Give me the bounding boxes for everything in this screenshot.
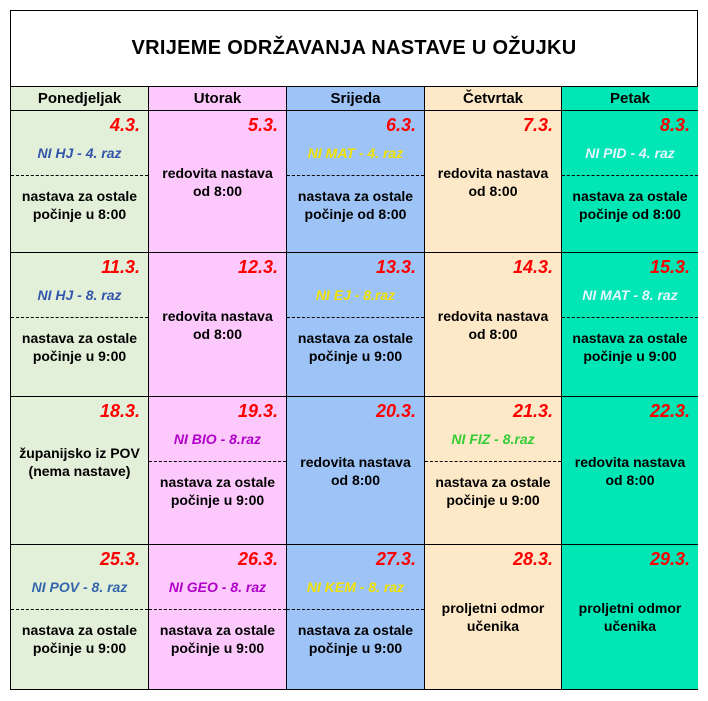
- competition-label: NI FIZ - 8.raz: [451, 431, 535, 447]
- day-cell-thursday: [425, 111, 562, 253]
- date-label: 12.3.: [237, 257, 278, 277]
- day-cell-tuesday: [149, 397, 287, 545]
- competition-label: NI KEM - 8. raz: [306, 579, 405, 595]
- date-label: 20.3.: [375, 401, 416, 421]
- lesson-info: nastava za ostale počinje u 9:00: [297, 330, 414, 364]
- competition-label: NI PID - 4. raz: [585, 145, 675, 161]
- lesson-info: proljetni odmor učenika: [441, 600, 545, 634]
- dashed-divider: [11, 317, 148, 318]
- header-friday: Petak: [562, 87, 698, 111]
- competition-label: NI MAT - 4. raz: [307, 145, 404, 161]
- date-label: 6.3.: [385, 115, 416, 135]
- lesson-info: nastava za ostale počinje u 9:00: [21, 622, 138, 656]
- day-cell-monday: [11, 111, 149, 253]
- date-label: 27.3.: [375, 549, 416, 569]
- day-cell-monday: [11, 545, 149, 689]
- competition-label: NI BIO - 8.raz: [173, 431, 262, 447]
- day-cell-thursday: [425, 397, 562, 545]
- competition-label: NI HJ - 4. raz: [37, 145, 122, 161]
- header-thursday: Četvrtak: [425, 87, 562, 111]
- day-cell-friday: [562, 253, 698, 397]
- date-label: 22.3.: [649, 401, 690, 421]
- day-cell-wednesday: [287, 111, 425, 253]
- day-cell-friday: [562, 111, 698, 253]
- lesson-info: redovita nastava od 8:00: [162, 307, 273, 342]
- day-cell-friday: [562, 545, 698, 689]
- competition-label: NI GEO - 8. raz: [168, 579, 267, 595]
- dashed-divider: [562, 175, 698, 176]
- date-label: 29.3.: [649, 549, 690, 569]
- header-monday: Ponedjeljak: [11, 87, 149, 111]
- lesson-info: nastava za ostale počinje u 9:00: [435, 474, 551, 508]
- schedule-table: [10, 10, 698, 690]
- dashed-divider: [287, 175, 424, 176]
- date-label: 11.3.: [101, 257, 140, 277]
- day-cell-thursday: [425, 545, 562, 689]
- lesson-info: nastava za ostale počinje u 9:00: [572, 330, 688, 364]
- lesson-info: nastava za ostale počinje u 9:00: [159, 622, 276, 656]
- lesson-info: nastava za ostale počinje u 9:00: [297, 622, 414, 656]
- dashed-divider: [562, 317, 698, 318]
- day-cell-tuesday: [149, 111, 287, 253]
- day-cell-thursday: [425, 253, 562, 397]
- header-tuesday: Utorak: [149, 87, 287, 111]
- lesson-info: redovita nastava od 8:00: [162, 164, 273, 199]
- lesson-info: redovita nastava od 8:00: [574, 453, 686, 488]
- date-label: 4.3.: [109, 115, 140, 135]
- competition-label: NI HJ - 8. raz: [37, 287, 122, 303]
- day-cell-friday: [562, 397, 698, 545]
- day-cell-tuesday: [149, 253, 287, 397]
- date-label: 7.3.: [522, 115, 553, 135]
- day-cell-monday: [11, 397, 149, 545]
- date-label: 13.3.: [375, 257, 416, 277]
- competition-label: NI EJ - 8.raz: [315, 287, 396, 303]
- lesson-info: redovita nastava od 8:00: [437, 164, 549, 199]
- competition-label: NI MAT - 8. raz: [582, 287, 678, 303]
- date-label: 28.3.: [512, 549, 553, 569]
- day-cell-tuesday: [149, 545, 287, 689]
- lesson-info: županijsko iz POV (nema nastave): [19, 444, 140, 479]
- date-label: 14.3.: [512, 257, 553, 277]
- day-cell-wednesday: [287, 397, 425, 545]
- dashed-divider: [149, 609, 286, 610]
- dashed-divider: [425, 461, 561, 462]
- date-label: 5.3.: [247, 115, 278, 135]
- page-title: VRIJEME ODRŽAVANJA NASTAVE U OŽUJKU: [11, 11, 697, 87]
- dashed-divider: [11, 609, 148, 610]
- competition-label: NI POV - 8. raz: [31, 579, 128, 595]
- date-label: 25.3.: [99, 549, 140, 569]
- lesson-info: nastava za ostale počinje u 9:00: [21, 330, 138, 364]
- day-cell-wednesday: [287, 253, 425, 397]
- lesson-info: nastava za ostale počinje od 8:00: [572, 188, 688, 222]
- date-label: 19.3.: [237, 401, 278, 421]
- header-wednesday: Srijeda: [287, 87, 425, 111]
- lesson-info: proljetni odmor učenika: [578, 600, 682, 634]
- lesson-info: nastava za ostale počinje u 8:00: [21, 188, 138, 222]
- date-label: 26.3.: [237, 549, 278, 569]
- dashed-divider: [287, 317, 424, 318]
- date-label: 8.3.: [659, 115, 690, 135]
- lesson-info: nastava za ostale počinje od 8:00: [297, 188, 414, 222]
- dashed-divider: [149, 461, 286, 462]
- date-label: 15.3.: [649, 257, 690, 277]
- schedule-grid: [11, 87, 697, 689]
- lesson-info: redovita nastava od 8:00: [300, 453, 411, 488]
- date-label: 21.3.: [512, 401, 553, 421]
- date-label: 18.3.: [99, 401, 140, 421]
- day-cell-wednesday: [287, 545, 425, 689]
- day-cell-monday: [11, 253, 149, 397]
- dashed-divider: [11, 175, 148, 176]
- lesson-info: nastava za ostale počinje u 9:00: [159, 474, 276, 508]
- lesson-info: redovita nastava od 8:00: [437, 307, 549, 342]
- dashed-divider: [287, 609, 424, 610]
